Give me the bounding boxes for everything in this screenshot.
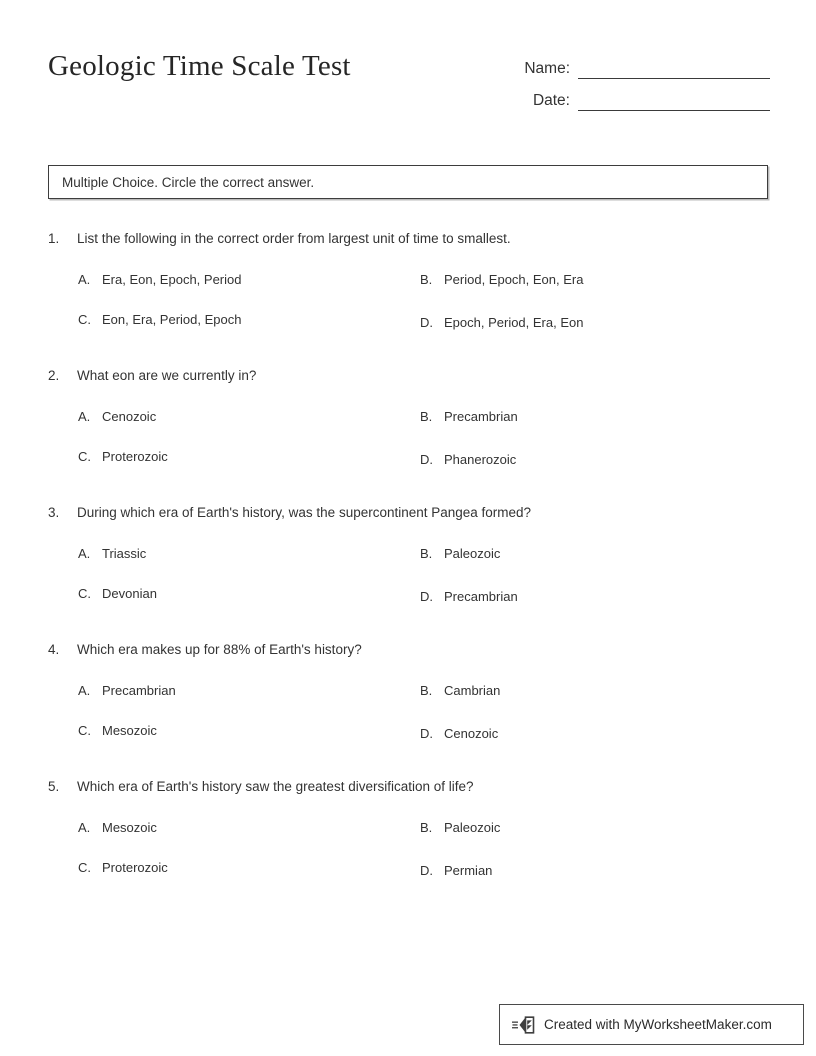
answer-option[interactable] (78, 312, 241, 327)
answer-option[interactable] (78, 860, 168, 875)
date-label: Date: (532, 91, 570, 109)
questions-list (0, 228, 816, 913)
option-text: Precambrian (102, 683, 176, 698)
option-letter: A. (78, 683, 91, 698)
question-heading (48, 779, 748, 794)
question-text: During which era of Earth's history, was the supercontinent Pangea formed? (77, 505, 532, 520)
option-letter: B. (420, 820, 433, 835)
answer-option[interactable] (78, 272, 241, 287)
option-text: Precambrian (444, 409, 518, 424)
option-text: Cenozoic (444, 726, 499, 741)
question-number: 1. (48, 231, 60, 246)
page-title: Geologic Time Scale Test (48, 50, 351, 82)
name-date-group (505, 47, 770, 111)
option-text: Proterozoic (102, 449, 168, 464)
option-letter: D. (420, 726, 433, 741)
option-text: Triassic (102, 546, 147, 561)
answer-option[interactable] (420, 726, 498, 741)
option-text: Devonian (102, 586, 157, 601)
question-text: What eon are we currently in? (77, 368, 257, 383)
answer-option[interactable] (78, 546, 146, 561)
option-text: Eon, Era, Period, Epoch (102, 312, 242, 327)
question-heading (48, 642, 748, 657)
option-letter: C. (78, 586, 91, 601)
question-text: Which era makes up for 88% of Earth's history? (77, 642, 362, 657)
option-letter: B. (420, 272, 433, 287)
option-letter: A. (78, 820, 91, 835)
option-text: Phanerozoic (444, 452, 517, 467)
option-letter: B. (420, 409, 433, 424)
worksheet-maker-logo-icon (512, 1013, 538, 1037)
answer-option[interactable] (420, 546, 500, 561)
option-letter: D. (420, 452, 433, 467)
option-text: Proterozoic (102, 860, 168, 875)
question-heading (48, 231, 748, 246)
option-text: Mesozoic (102, 820, 157, 835)
option-letter: D. (420, 863, 433, 878)
option-letter: C. (78, 723, 91, 738)
answer-option[interactable] (78, 820, 157, 835)
instructions-text: Multiple Choice. Circle the correct answer. (62, 174, 315, 190)
question-heading (48, 505, 748, 520)
option-letter: A. (78, 272, 91, 287)
option-letter: A. (78, 409, 91, 424)
question-number: 3. (48, 505, 60, 520)
option-text: Paleozoic (444, 820, 501, 835)
option-letter: B. (420, 683, 433, 698)
answer-option[interactable] (78, 409, 156, 424)
option-letter: C. (78, 449, 91, 464)
question-number: 5. (48, 779, 60, 794)
answer-option[interactable] (78, 586, 157, 601)
footer-text: Created with MyWorksheetMaker.com (544, 1017, 772, 1032)
footer-badge[interactable] (499, 1004, 804, 1045)
option-letter: C. (78, 312, 91, 327)
option-letter: C. (78, 860, 91, 875)
question-block (0, 228, 816, 365)
name-row (505, 47, 770, 79)
answer-option[interactable] (78, 449, 168, 464)
question-block (0, 502, 816, 639)
question-text: List the following in the correct order from largest unit of time to smallest. (77, 231, 511, 246)
answer-option[interactable] (420, 683, 500, 698)
name-input-line[interactable] (578, 58, 770, 79)
option-text: Mesozoic (102, 723, 157, 738)
option-text: Epoch, Period, Era, Eon (444, 315, 584, 330)
answer-option[interactable] (420, 272, 583, 287)
question-heading (48, 368, 748, 383)
option-text: Precambrian (444, 589, 518, 604)
answer-option[interactable] (78, 723, 157, 738)
instructions-box (48, 165, 768, 199)
question-text: Which era of Earth's history saw the greatest diversification of life? (77, 779, 474, 794)
option-letter: A. (78, 546, 91, 561)
name-label: Name: (524, 59, 570, 77)
option-letter: D. (420, 315, 433, 330)
answer-option[interactable] (420, 820, 500, 835)
answer-option[interactable] (420, 315, 583, 330)
date-row (505, 79, 770, 111)
answer-option[interactable] (420, 589, 518, 604)
answer-option[interactable] (420, 863, 492, 878)
answer-option[interactable] (78, 683, 176, 698)
question-block (0, 639, 816, 776)
answer-option[interactable] (420, 409, 518, 424)
option-text: Paleozoic (444, 546, 501, 561)
option-text: Cambrian (444, 683, 501, 698)
answer-option[interactable] (420, 452, 516, 467)
option-text: Period, Epoch, Eon, Era (444, 272, 584, 287)
question-block (0, 365, 816, 502)
option-text: Permian (444, 863, 493, 878)
question-number: 2. (48, 368, 60, 383)
option-text: Era, Eon, Epoch, Period (102, 272, 242, 287)
option-letter: B. (420, 546, 433, 561)
date-input-line[interactable] (578, 90, 770, 111)
option-text: Cenozoic (102, 409, 157, 424)
question-number: 4. (48, 642, 60, 657)
question-block (0, 776, 816, 913)
option-letter: D. (420, 589, 433, 604)
